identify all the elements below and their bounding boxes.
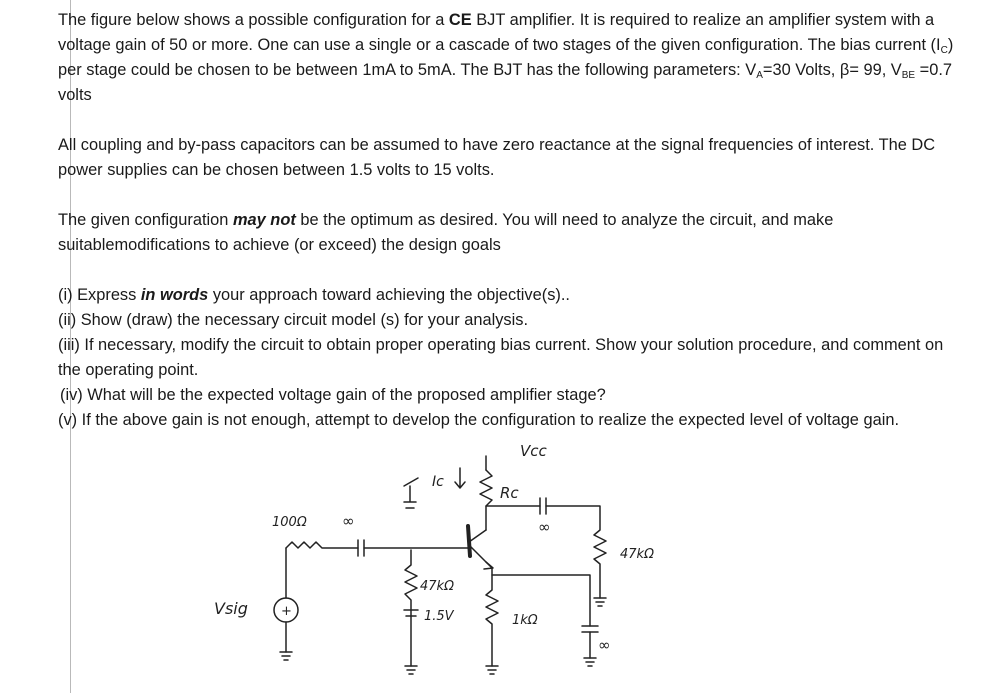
paragraph-intro: The figure below shows a possible configuration for a CE BJT amplifier. It is required to realize an amplifier system with a voltage gain of 50 or more. One can use a single or a cascade of two stages of the given configuration. The bias current $(I_C)$ per stage could be chosen to be between 1mA to 5mA. The BJT has the following parameters: $V_A=30$ Volts, β= 99, $V_{BE} =0.7$ volts [58,11,954,104]
source-plus-label: + [281,604,292,619]
question-3: (iii) If necessary, modify the circuit to obtain proper operating bias current. Show your solution procedure, and comment on the operating point. [58,336,944,379]
vcc-label: Vcc [520,442,547,460]
circuit-diagram [0,430,981,693]
question-1: (i) Express in words your approach toward achieving the objective(s).. [58,286,570,304]
coupling-cap-label: ∞ [342,512,355,530]
base-resistor-label: 47kΩ [420,579,455,594]
paragraph-configuration: The given configuration may not be the optimum as desired. You will need to analyze the circuit, and make suitablemodifications to achieve (or exceed) the design goals [58,211,834,254]
load-resistor-label: 47kΩ [620,547,655,562]
bias-voltage-label: 1.5V [424,609,454,624]
problem-text [58,8,958,433]
question-2: (ii) Show (draw) the necessary circuit model (s) for your analysis. [58,311,529,329]
output-cap-label: ∞ [538,518,551,536]
vsig-label: Vsig [214,599,248,618]
question-4: (iv) What will be the expected voltage gain of the proposed amplifier stage? [60,386,606,404]
source-resistor-label: 100Ω [272,515,307,530]
ic-label: Ic [432,474,444,490]
rc-label: Rc [500,484,519,502]
paragraph-capacitors: All coupling and by-pass capacitors can be assumed to have zero reactance at the signal frequencies of interest. The DC power supplies can be chosen between 1.5 volts to 15 volts. [58,136,936,179]
emitter-resistor-label: 1kΩ [512,613,538,628]
bypass-cap-label: ∞ [598,636,611,654]
question-5: (v) If the above gain is not enough, attempt to develop the configuration to realize the expected level of voltage gain. [58,411,900,429]
